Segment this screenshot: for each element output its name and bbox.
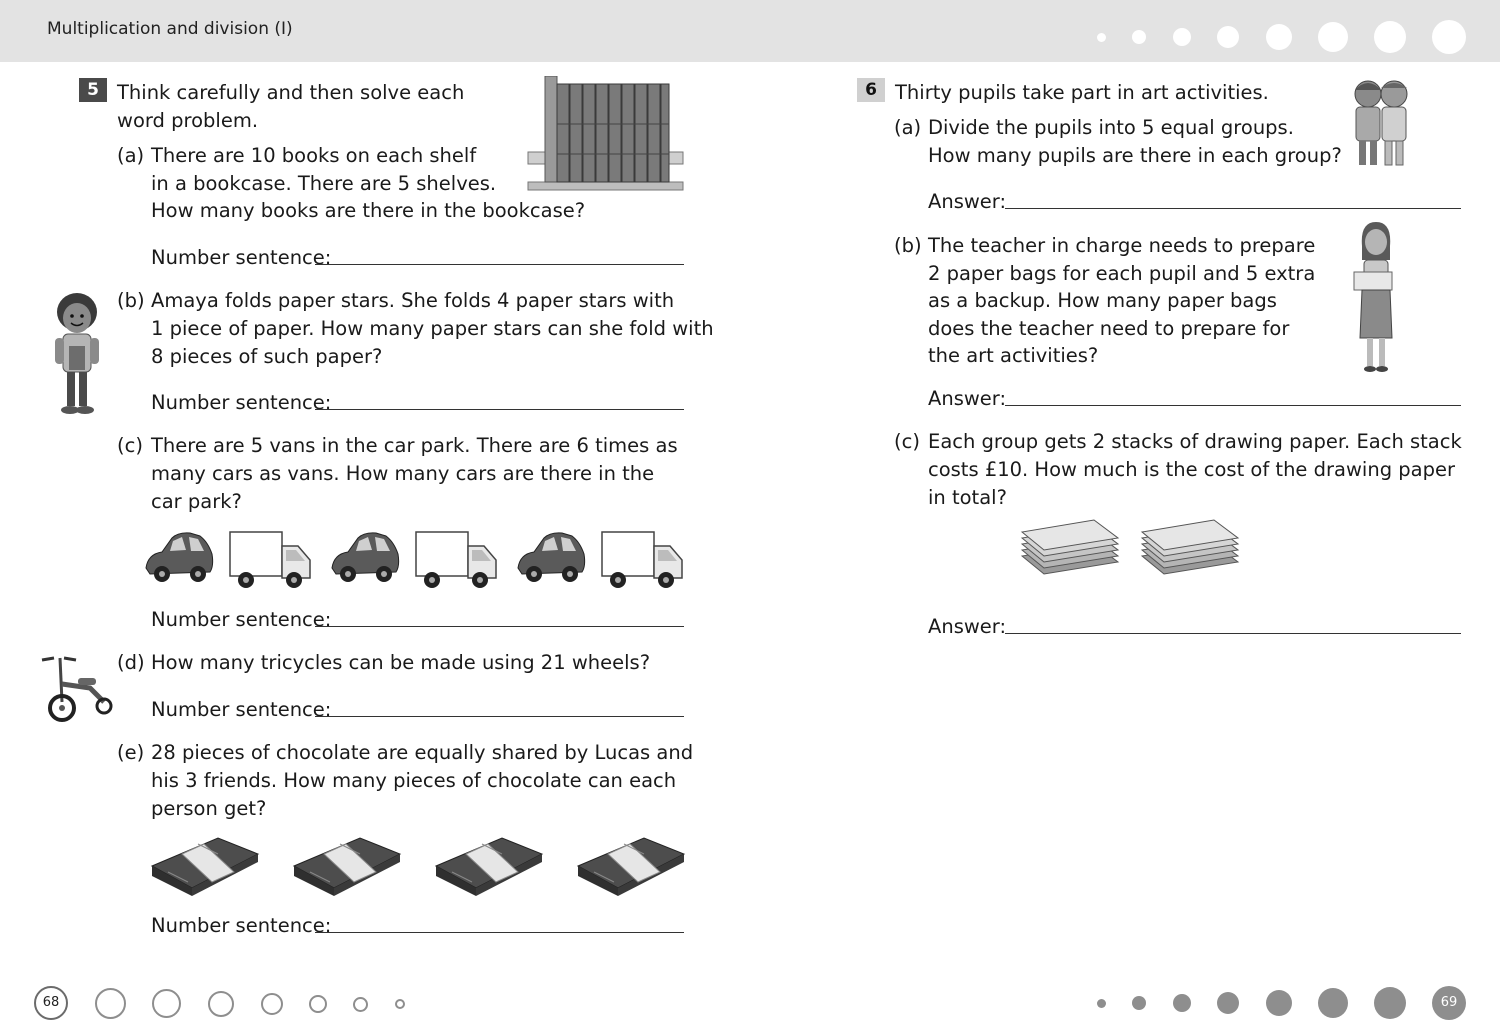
q6c-label: (c) [894, 430, 920, 453]
page-number-right: 69 [1432, 986, 1466, 1020]
q6-intro: Thirty pupils take part in art activities. [895, 81, 1269, 104]
q5a-line-2: in a bookcase. There are 5 shelves. [151, 172, 497, 195]
q6b-line-2: 2 paper bags for each pupil and 5 extra [928, 262, 1316, 285]
q5b-line-1: Amaya folds paper stars. She folds 4 paper stars with [151, 289, 675, 312]
q6b-answer-label: Answer: [928, 387, 1007, 410]
q5c-label: (c) [117, 434, 143, 457]
q5e-line-3: person get? [151, 797, 267, 820]
q6c-answer-label: Answer: [928, 615, 1007, 638]
chocolate-bars-illustration [148, 832, 688, 898]
q5-intro-line-1: Think carefully and then solve each [117, 81, 465, 104]
q5d-line-1: How many tricycles can be made using 21 wheels? [151, 651, 651, 674]
q6a-answer-line[interactable] [1005, 208, 1461, 209]
page-number-left: 68 [34, 986, 68, 1020]
q5a-label: (a) [117, 144, 145, 167]
chapter-title: Multiplication and division (I) [47, 19, 293, 39]
q5e-answer-line[interactable] [315, 932, 684, 933]
q6c-line-1: Each group gets 2 stacks of drawing paper. Each stack [928, 430, 1462, 453]
q6b-label: (b) [894, 234, 922, 257]
q6c-answer-line[interactable] [1005, 633, 1461, 634]
q5b-line-2: 1 piece of paper. How many paper stars can she fold with [151, 317, 714, 340]
question-6-number: 6 [857, 78, 885, 102]
q5a-line-3: How many books are there in the bookcase? [151, 199, 586, 222]
q5a-answer-line[interactable] [315, 264, 684, 265]
tricycle-illustration [38, 654, 114, 724]
q5b-answer-label: Number sentence: [151, 391, 332, 414]
q5e-line-2: his 3 friends. How many pieces of chocolate can each [151, 769, 677, 792]
q5b-answer-line[interactable] [315, 409, 684, 410]
q5c-line-3: car park? [151, 490, 242, 513]
q5a-answer-label: Number sentence: [151, 246, 332, 269]
girl-illustration [50, 292, 104, 418]
cars-and-vans-illustration [140, 520, 688, 592]
q5e-answer-label: Number sentence: [151, 914, 332, 937]
q5c-line-1: There are 5 vans in the car park. There are 6 times as [151, 434, 678, 457]
q5a-line-1: There are 10 books on each shelf [151, 144, 477, 167]
bookcase-illustration [527, 76, 685, 192]
q5c-line-2: many cars as vans. How many cars are there in the [151, 462, 655, 485]
q6b-line-1: The teacher in charge needs to prepare [928, 234, 1316, 257]
pupils-illustration [1348, 76, 1414, 172]
paper-stacks-illustration [1018, 514, 1244, 580]
q5c-answer-label: Number sentence: [151, 608, 332, 631]
question-5-number: 5 [79, 78, 107, 102]
q6c-line-3: in total? [928, 486, 1007, 509]
q5e-label: (e) [117, 741, 145, 764]
teacher-illustration [1350, 220, 1402, 376]
q5d-label: (d) [117, 651, 145, 674]
q6b-line-4: does the teacher need to prepare for [928, 317, 1290, 340]
q5b-label: (b) [117, 289, 145, 312]
q6b-line-3: as a backup. How many paper bags [928, 289, 1277, 312]
q5d-answer-line[interactable] [315, 716, 684, 717]
q6b-answer-line[interactable] [1005, 405, 1461, 406]
q5d-answer-label: Number sentence: [151, 698, 332, 721]
q6a-line-2: How many pupils are there in each group? [928, 144, 1342, 167]
q5e-line-1: 28 pieces of chocolate are equally shared by Lucas and [151, 741, 694, 764]
q6b-line-5: the art activities? [928, 344, 1099, 367]
q6a-answer-label: Answer: [928, 190, 1007, 213]
q5-intro-line-2: word problem. [117, 109, 259, 132]
q5b-line-3: 8 pieces of such paper? [151, 345, 383, 368]
q5c-answer-line[interactable] [315, 626, 684, 627]
q6a-label: (a) [894, 116, 922, 139]
q6a-line-1: Divide the pupils into 5 equal groups. [928, 116, 1294, 139]
q6c-line-2: costs £10. How much is the cost of the drawing paper [928, 458, 1455, 481]
